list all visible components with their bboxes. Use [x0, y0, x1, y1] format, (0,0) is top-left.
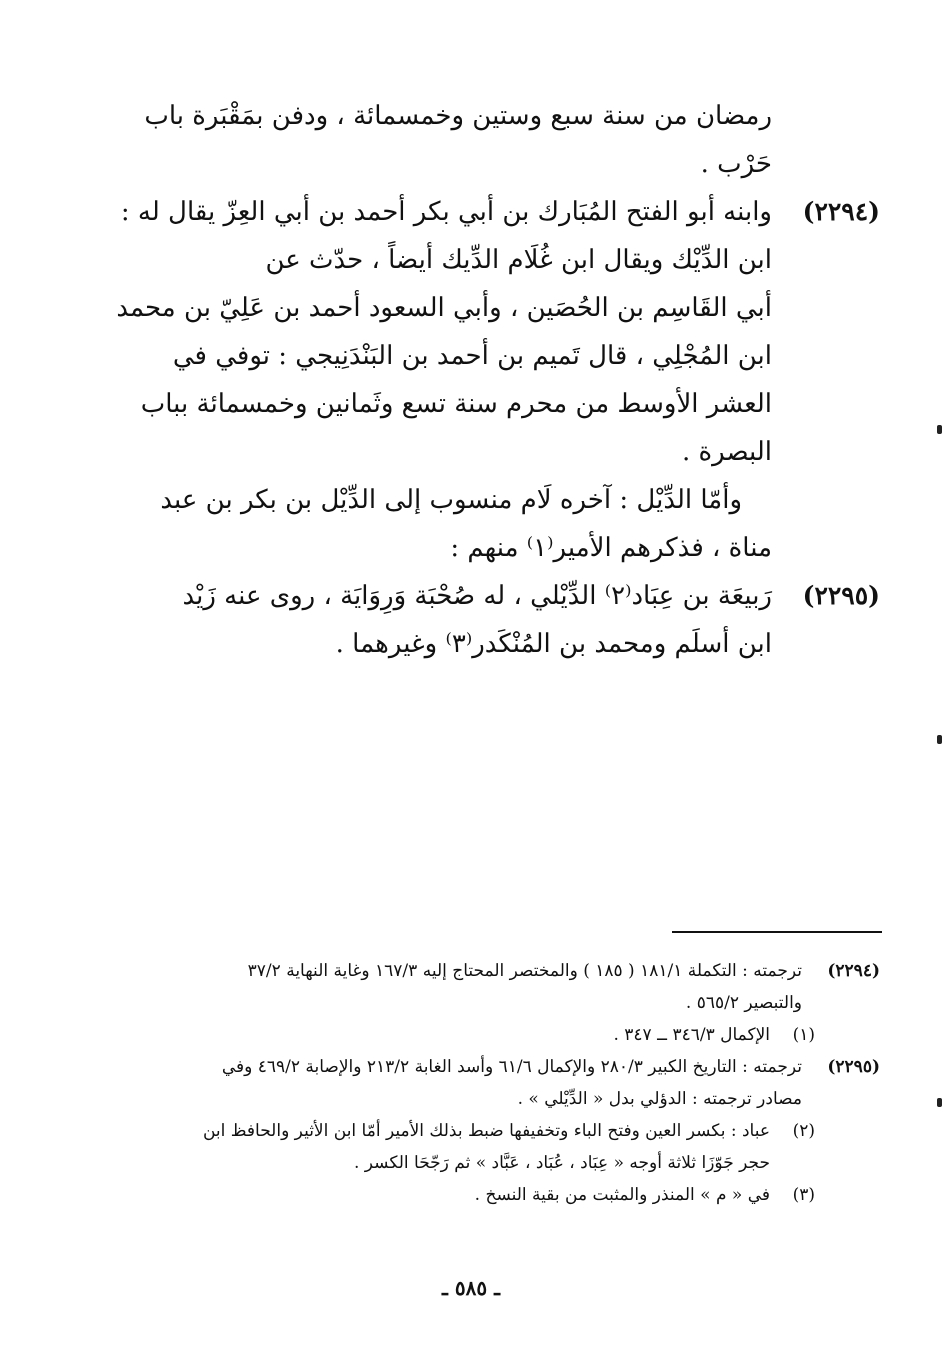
footnote-number: (٢٢٩٤): [827, 961, 880, 981]
footnote-2294: [120, 955, 880, 1019]
text-line: رَبيعَة بن عِبَاد⁽٢⁾ الدِّيْلي ، له صُحْبَة وَرِوَايَة ، روى عنه زَيْد: [182, 581, 772, 611]
text-line: العشر الأوسط من محرم سنة تسع وثَمانين وخمسمائة بباب: [140, 389, 772, 419]
footnotes: [120, 955, 880, 1211]
footnote-2295: [120, 1051, 880, 1115]
footnote-line: حجر جَوّزَا ثلاثة أوجه « عِبَاد ، عُبَاد ، عَبَّاد » ثم رَجّحَا الكسر .: [353, 1153, 770, 1173]
footnote-number: (٢): [792, 1121, 815, 1141]
text-line: وأمّا الدِّيْل : آخره لَام منسوب إلى الدِّيْل بن بكر بن عبد: [160, 485, 742, 515]
footnote-line: ترجمته : التاريخ الكبير ٢٨٠/٣ والإكمال ٦١/٦ وأسد الغابة ٢١٣/٢ والإصابة ٤٦٩/٢ وفي: [221, 1057, 802, 1077]
footnote-separator: [672, 931, 882, 933]
footnote-line: والتبصير ٥٦٥/٢ .: [685, 993, 802, 1013]
footnote-3: [120, 1179, 880, 1211]
footnote-number: (١): [792, 1025, 815, 1045]
footnote-line: ترجمته : التكملة ١٨١/١ ( ١٨٥ ) والمختصر المحتاج إليه ١٦٧/٣ وغاية النهاية ٣٧/٢: [247, 961, 802, 981]
page-number: ـ ٥٨٥ ـ: [442, 1276, 500, 1300]
entry-2295: [120, 572, 880, 668]
text-line: ابن أسلَم ومحمد بن المُنْكَدر⁽٣⁾ وغيرهما .: [335, 629, 772, 659]
text-line: مناة ، فذكرهم الأمير⁽١⁾ منهم :: [450, 533, 772, 563]
footnote-2: [120, 1115, 880, 1179]
scan-mark: [937, 1098, 942, 1107]
intro-paragraph: [120, 92, 880, 188]
text-line: حَرْب .: [700, 149, 772, 179]
footnote-line: مصادر ترجمته : الدؤلي بدل « الدِّيْلي » .: [517, 1089, 802, 1109]
text-line: وابنه أبو الفتح المُبَارك بن أبي بكر أحمد بن أبي العِزّ يقال له :: [120, 197, 772, 227]
text-line: أبي القَاسِم بن الحُصَين ، وأبي السعود أحمد بن عَلِيّ بن محمد: [116, 293, 772, 323]
main-text: [116, 92, 880, 668]
text-line: ابن المُجْلِي ، قال تَميم بن أحمد بن البَنْدَنِيجي : توفي في: [172, 341, 772, 371]
entry-number: (٢٢٩٤): [802, 197, 880, 226]
text-line: ابن الدِّيْك ويقال ابن غُلَام الدِّيك أيضاً ، حدّث عن: [265, 245, 772, 275]
text-line: رمضان من سنة سبع وستين وخمسمائة ، ودفن بمَقْبَرة باب: [144, 101, 772, 131]
footnote-1: [120, 1019, 880, 1051]
footnote-line: الإكمال ٣٤٦/٣ ــ ٣٤٧ .: [613, 1025, 770, 1045]
scan-mark: [937, 425, 942, 434]
footnote-line: عباد : بكسر العين وفتح الباء وتخفيفها ضبط بذلك الأمير أمّا ابن الأثير والحافظ ابن: [202, 1121, 770, 1141]
text-line: البصرة .: [681, 437, 772, 467]
footnote-number: (٢٢٩٥): [827, 1057, 880, 1077]
entry-2294: [116, 188, 880, 476]
dil-paragraph: [120, 476, 880, 572]
footnote-line: في « م » المنذر والمثبت من بقية النسخ .: [474, 1185, 770, 1205]
entry-number: (٢٢٩٥): [802, 581, 880, 610]
footnote-number: (٣): [792, 1185, 815, 1205]
scan-mark: [937, 735, 942, 744]
